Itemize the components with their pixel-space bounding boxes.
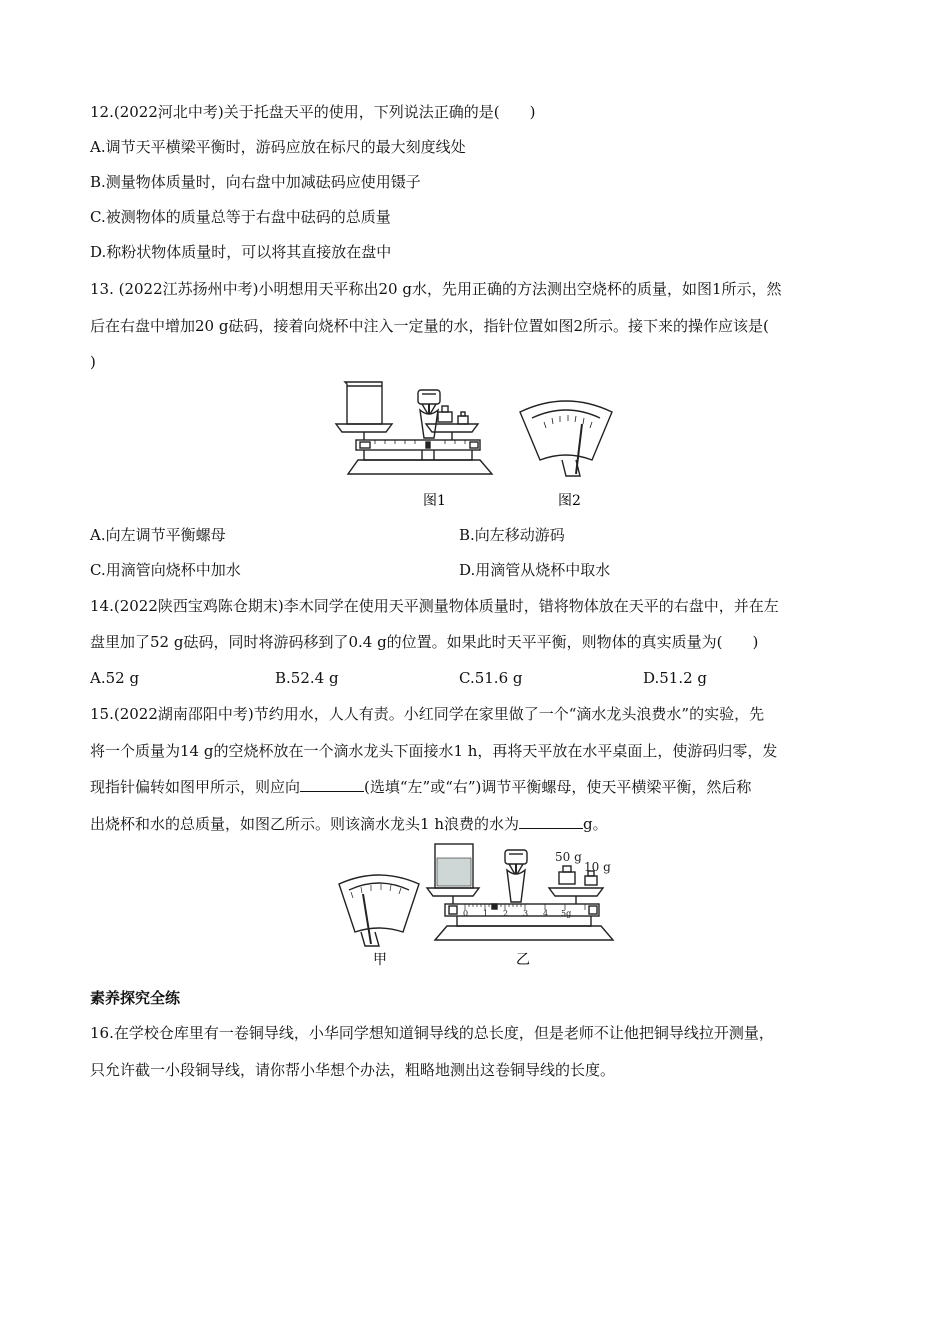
q14-option-d: D.51.2 g	[643, 669, 708, 687]
q15-scale-tick-5: 5g	[561, 909, 572, 918]
q13-option-c: C.用滴管向烧杯中加水	[90, 561, 241, 579]
q15-balance-illustration	[333, 840, 618, 970]
q14-option-c: C.51.6 g	[459, 669, 523, 687]
q15-stem-line1: 15.(2022湖南邵阳中考)节约用水，人人有责。小红同学在家里做了一个“滴水龙头浪费水”的实验，先	[90, 705, 765, 723]
q15-stem-line4	[90, 814, 608, 834]
q12-option-c: C.被测物体的质量总等于右盘中砝码的总质量	[90, 208, 391, 226]
q15-scale-tick-4: 4	[543, 909, 549, 918]
q16-stem-line2: 只允许截一小段铜导线，请你帮小华想个办法，粗略地测出这卷铜导线的长度。	[90, 1061, 616, 1079]
q15-scale-tick-3: 3	[523, 909, 529, 918]
q14-option-b: B.52.4 g	[275, 669, 339, 687]
q15-line4-before-blank: 出烧杯和水的总质量，如图乙所示。则该滴水龙头1 h浪费的水为	[90, 815, 519, 833]
q15-scale-tick-1: 1	[483, 909, 489, 918]
q15-weight-10g-label: 10 g	[584, 860, 611, 874]
q12-option-a: A.调节天平横梁平衡时，游码应放在标尺的最大刻度线处	[90, 138, 466, 156]
beaker-shape	[345, 382, 382, 424]
q15-fig-jia-label: 甲	[373, 952, 387, 968]
q14-stem-line2: 盘里加了52 g砝码，同时将游码移到了0.4 g的位置。如果此时天平平衡，则物体的真实质量为( )	[90, 633, 759, 651]
q16-stem-line1: 16.在学校仓库里有一卷铜导线，小华同学想知道铜导线的总长度，但是老师不让他把铜导线拉开测量，	[90, 1024, 774, 1042]
q15-fig-yi-label: 乙	[516, 952, 530, 968]
section-title: 素养探究全练	[90, 989, 181, 1007]
q15-stem-line3	[90, 777, 751, 797]
q13-option-b: B.向左移动游码	[459, 526, 565, 544]
q15-stem-line2: 将一个质量为14 g的空烧杯放在一个滴水龙头下面接水1 h，再将天平放在水平桌面上，使游码归零，发	[90, 742, 778, 760]
q15-figure	[333, 840, 618, 970]
q12-option-d: D.称粉状物体质量时，可以将其直接放在盘中	[90, 243, 392, 261]
q14-stem-line1: 14.(2022陕西宝鸡陈仓期末)李木同学在使用天平测量物体质量时，错将物体放在天平的右盘中，并在左	[90, 597, 779, 615]
q13-stem-line1: 13. (2022江苏扬州中考)小明想用天平称出20 g水，先用正确的方法测出空烧杯的质量，如图1所示，然	[90, 280, 782, 298]
q15-scale-tick-0: 0	[463, 909, 469, 918]
q14-option-a: A.52 g	[90, 669, 140, 687]
q13-figure	[330, 376, 630, 511]
q12-option-b: B.测量物体质量时，向右盘中加减砝码应使用镊子	[90, 173, 421, 191]
q12-stem: 12.(2022河北中考)关于托盘天平的使用，下列说法正确的是( )	[90, 103, 536, 121]
q13-stem-line2: 后在右盘中增加20 g砝码，接着向烧杯中注入一定量的水，指针位置如图2所示。接下来的操作应该是(	[90, 317, 769, 335]
q13-stem-line3: )	[90, 353, 96, 371]
q15-line3-after-blank: (选填“左”或“右”)调节平衡螺母，使天平横梁平衡，然后称	[364, 778, 752, 796]
q15-blank-mass[interactable]	[519, 814, 583, 829]
q13-fig1-label: 图1	[423, 493, 446, 509]
q15-weight-50g-label: 50 g	[555, 850, 582, 864]
q15-line4-after-blank: g。	[582, 815, 608, 833]
q13-fig2-label: 图2	[558, 493, 581, 509]
q15-blank-direction[interactable]	[300, 777, 364, 792]
q13-balance-illustration	[330, 376, 630, 511]
q13-option-d: D.用滴管从烧杯中取水	[459, 561, 611, 579]
q15-line3-before-blank: 现指针偏转如图甲所示，则应向	[90, 778, 301, 796]
q13-option-a: A.向左调节平衡螺母	[90, 526, 226, 544]
q15-scale-tick-2: 2	[503, 909, 509, 918]
